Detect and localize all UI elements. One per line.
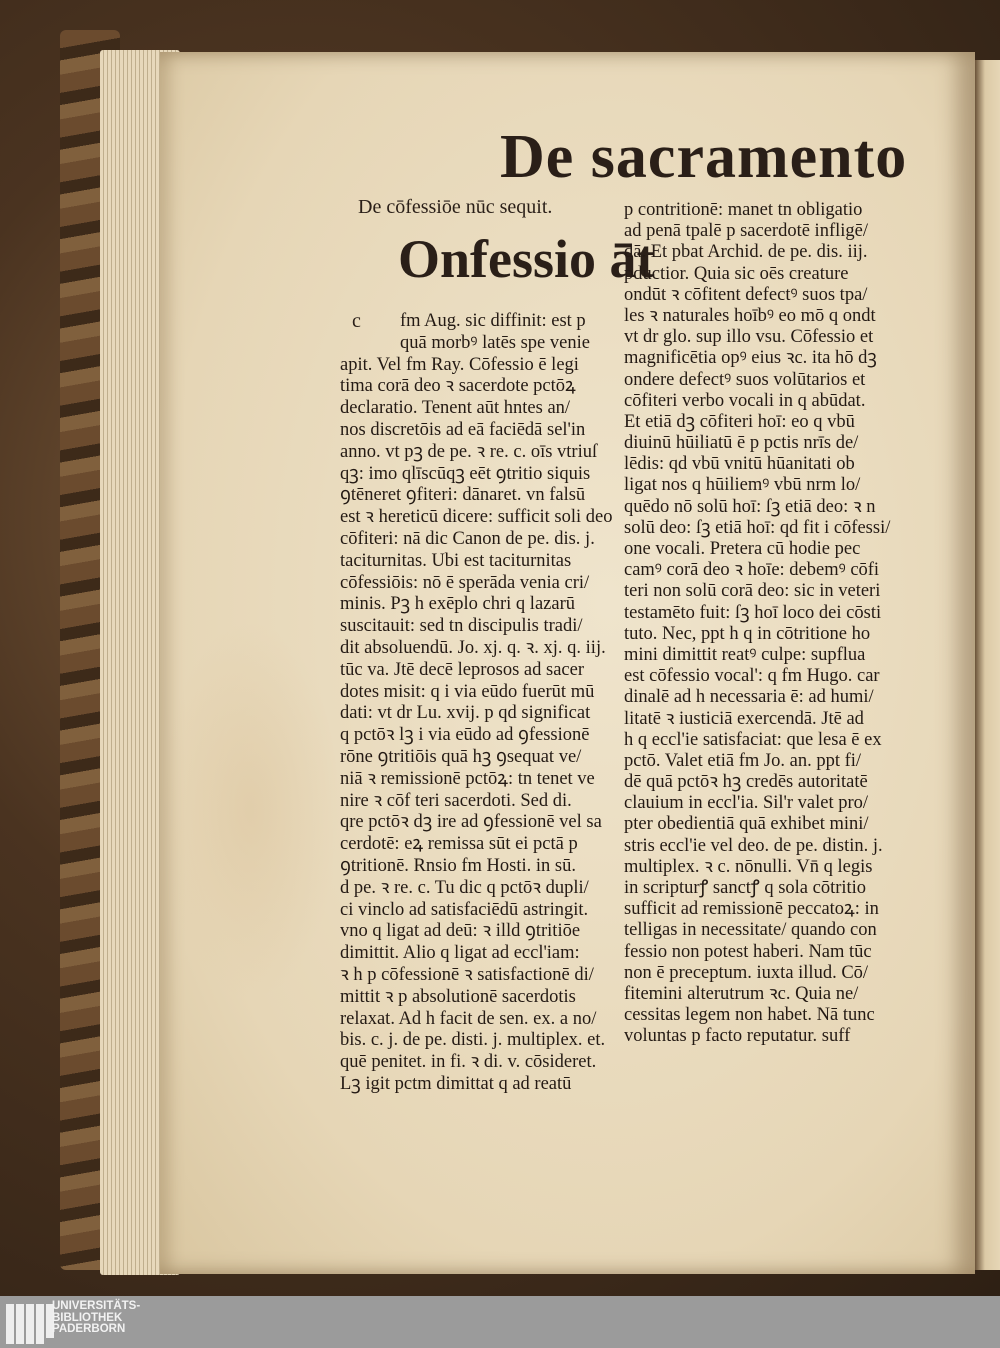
text-line: quā morbꝰ latēs spe venie [400, 332, 590, 353]
text-line: est cōfessio vocal': q fm Hugo. car [624, 666, 880, 687]
library-logo-text [52, 1301, 140, 1336]
text-line: dati: vt dr Lu. xvij. p qd significat [340, 703, 591, 724]
text-line: fitemini alterutrum ꝛc. Quia ne/ [624, 983, 859, 1004]
text-line: dotes misit: q i via eūdo fuerūt mū [340, 681, 595, 702]
text-line: ad penā tpalē p sacerdotē infligē/ [624, 221, 868, 242]
text-line: pductior. Quia sic oēs creature [624, 263, 849, 284]
text-line: cerdotē: eꝝ remissa sūt ei pctā p [340, 834, 578, 855]
text-line: apit. Vel fm Ray. Cōfessio ē legi [340, 354, 579, 375]
text-line: rōne ꝯtritiōis quā hꝫ ꝯsequat ve/ [340, 746, 582, 767]
text-line: tūc va. Jtē decē leprosos ad sacer [340, 659, 584, 680]
text-line: non ē preceptum. iuxta illud. Cō/ [624, 962, 869, 983]
text-line: fessio non potest haberi. Nam tūc [624, 941, 872, 962]
text-line: nos discretōis ad eā faciēdā sel'in [340, 419, 586, 440]
page-stain [160, 620, 340, 1000]
library-footer [0, 1296, 1000, 1348]
facing-page-edge [975, 60, 1000, 1270]
guide-letter: c [352, 310, 361, 332]
text-line: litatē ꝛ iusticiā exercendā. Jtē ad [624, 708, 864, 729]
logo-line: UNIVERSITÄTS- [52, 1300, 141, 1312]
text-line: multiplex. ꝛ c. nōnulli. Vn̄ q legis [624, 856, 873, 877]
text-line: in scripturꝭ sanctꝭ q sola cōtritio [624, 878, 867, 898]
text-line: sufficit ad remissionē peccatoꝝ: in [624, 899, 879, 920]
text-line: dā. Et pbat Archid. de pe. dis. iij. [624, 242, 868, 263]
text-line: diuinū hūiliatū ē p pctis nrīs de/ [624, 433, 859, 454]
text-line: tima corā deo ꝛ sacerdote pctōꝝ [340, 376, 576, 397]
text-line: ci vinclo ad satisfaciēdū astringit. [340, 899, 589, 920]
text-line: nire ꝛ cōf teri sacerdoti. Sed di. [340, 790, 572, 811]
text-line: testamēto fuit: ſꝫ hoī loco dei cōsti [624, 602, 882, 623]
text-line: stris eccl'ie vel deo. de pe. distin. j. [624, 835, 883, 856]
text-line: qre pctōꝛ dꝫ ire ad ꝯfessionē vel sa [340, 812, 602, 833]
text-line: qꝫ: imo qlīscūqꝫ eēt ꝯtritio siquis [340, 463, 591, 484]
text-line: solū deo: ſꝫ etiā hoī: qd fit i cōfessi/ [624, 517, 891, 538]
text-line: ꝯtritionē. Rnsio fm Hosti. in sū. [340, 855, 576, 876]
text-line: ondūt ꝛ cōfitent defectꝰ suos tpa/ [624, 284, 868, 305]
logo-line: BIBLIOTHEK [52, 1311, 123, 1324]
text-line: ꝛ h p cōfessionē ꝛ satisfactionē di/ [340, 964, 594, 985]
text-line: niā ꝛ remissionē pctōꝝ: tn tenet ve [340, 768, 595, 789]
text-line: mittit ꝛ p absolutionē sacerdotis [340, 986, 576, 1007]
text-line: teri non solū corā deo: sic in veteri [624, 581, 881, 602]
text-line: q pctōꝛ lꝫ i via eūdo ad ꝯfessionē [340, 725, 590, 746]
page-heading: De sacramento [500, 123, 908, 191]
text-line: lēdis: qd vbū vnitū hūanitati ob [624, 454, 855, 475]
text-line: pter obedientiā quā exhibet mini/ [624, 814, 869, 835]
text-line: pctō. Valet etiā fm Jo. an. ppt fi/ [624, 750, 862, 771]
text-line: ꝯtēneret ꝯfiteri: dānaret. vn falsū [340, 485, 586, 506]
text-line: fm Aug. sic diffinit: est p [400, 311, 586, 331]
text-line: camꝰ corā deo ꝛ hoīe: debemꝰ cōfi [624, 560, 880, 581]
text-line: dit absoluendū. Jo. xj. q. ꝛ. xj. q. iij. [340, 637, 606, 658]
text-line: cessitas legem non habet. Nā tunc [624, 1005, 875, 1026]
text-line: bis. c. j. de pe. disti. j. multiplex. et. [340, 1030, 606, 1051]
text-line: p contritionē: manet tn obligatio [624, 200, 863, 220]
initial-line: Onfessio āt [398, 229, 655, 289]
text-line: magnificētia opꝰ eius ꝛc. ita hō dꝫ [624, 348, 877, 369]
text-line: relaxat. Ad h facit de sen. ex. a no/ [340, 1008, 597, 1029]
text-line: declaratio. Tenent aūt hntes an/ [340, 398, 571, 419]
right-text-column [624, 200, 909, 1048]
text-line: telligas in necessitate/ quando con [624, 920, 877, 941]
text-line: dē quā pctōꝛ hꝫ credēs autoritatē [624, 772, 868, 793]
text-line: cōfessiōis: nō ē sperāda venia cri/ [340, 572, 590, 593]
text-line: cōfiteri verbo vocali in q abūdat. [624, 390, 866, 411]
text-line: quēdo nō solū hoī: ſꝫ etiā deo: ꝛ n [624, 496, 876, 517]
text-line: h q eccl'ie satisfaciat: que lesa ē ex [624, 729, 882, 750]
text-line: minis. Pꝫ h exēplo chri q lazarū [340, 594, 575, 615]
text-line: vno q ligat ad deū: ꝛ illd ꝯtritiōe [340, 921, 581, 942]
text-line: clauium in eccl'ia. Sil'r valet pro/ [624, 793, 869, 814]
text-line: vt dr glo. sup illo vsu. Cōfessio et [624, 327, 874, 348]
text-line: dinalē ad h necessaria ē: ad humi/ [624, 687, 874, 708]
text-line: ligat nos q hūiliemꝰ vbū nrm lo/ [624, 475, 861, 496]
text-line: voluntas p facto reputatur. suff [624, 1026, 851, 1047]
text-line: d pe. ꝛ re. c. Tu dic q pctōꝛ dupli/ [340, 877, 589, 898]
text-line: anno. vt pꝫ de pe. ꝛ re. c. oīs vtriuſ [340, 441, 598, 462]
text-line: cōfiteri: nā dic Canon de pe. dis. j. [340, 528, 595, 549]
text-line: one vocali. Pretera cū hodie pec [624, 539, 861, 559]
text-line: Et etiā dꝫ cōfiteri hoī: eo q vbū [624, 411, 855, 432]
logo-line: PADERBORN [52, 1323, 126, 1335]
text-line: tuto. Nec, ppt h q in cōtritione ho [624, 623, 871, 644]
section-subheading: De cōfessiōe nūc sequit. [358, 196, 553, 218]
text-line: taciturnitas. Ubi est taciturnitas [340, 550, 572, 571]
text-line: dimittit. Alio q ligat ad eccl'iam: [340, 943, 580, 964]
text-line: est ꝛ hereticū dicere: sufficit soli deo [340, 507, 613, 528]
text-line: les ꝛ naturales hoībꝰ eo mō q ondt [624, 305, 876, 326]
text-line: Lꝫ igit pctm dimittat q ad reatū [340, 1073, 572, 1094]
text-line: suscitauit: sed tn discipulis tradi/ [340, 616, 583, 637]
text-line: quē penitet. in fi. ꝛ di. v. cōsideret. [340, 1052, 597, 1073]
left-text-column [340, 311, 622, 1096]
text-line: mini dimittit reatꝰ culpe: supflua [624, 644, 866, 665]
text-line: ondere defectꝰ suos volūtarios et [624, 369, 866, 390]
